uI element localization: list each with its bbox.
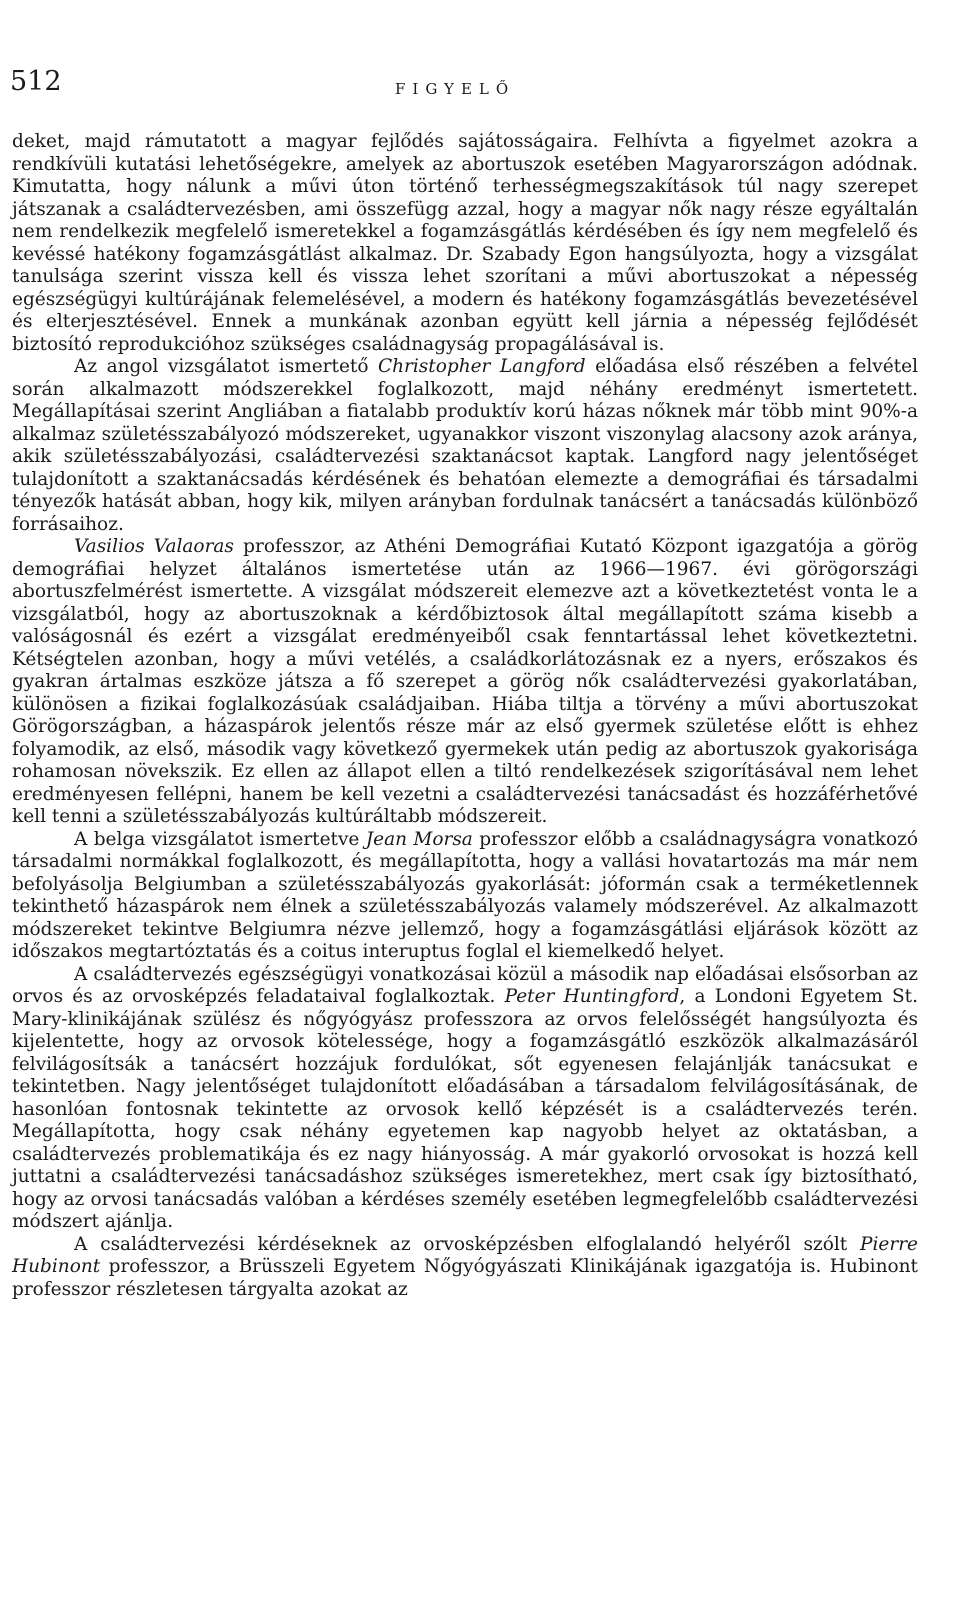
text-run: deket, majd rámutatott a magyar fejlődés sajátosságaira. Felhívta a figyelmet azokra a rendkívüli kutatási lehetőségekre, amelyek az abortuszok esetében Magyarországon adódnak. Kimutatta, hogy nálunk a művi úton történő terhességmegszakítások túl nagy szerepet játszanak a családtervezésben, ami összefügg azzal, hogy a magyar nők nagy része egyáltalán nem rendelkezik megfelelő ismeretekkel a fogamzásgátlás kérdésében és így nem megfelelő és kevéssé hatékony fogamzásgátlást alkalmaz. Dr. Szabady Egon hangsúlyozta, hogy a vizsgálat tanulsága szerint vissza kell és vissza lehet szorítani a művi abortuszokat a népesség egészségügyi kultúrájának felemelésével, a modern és hatékony fogamzásgátlás bevezetésével és elterjesztésével. Ennek a munkának azonban együtt kell járnia a népesség fejlődését biztosító reprodukcióhoz szükséges családnagyság propagálásával is. [12, 131, 918, 355]
author-name: Christopher Langford [377, 356, 586, 377]
text-run: Az angol vizsgálatot ismertető [74, 356, 378, 377]
author-name: Vasilios Valaoras [74, 536, 234, 557]
paragraph-2 [12, 356, 918, 536]
text-run: professzor, az Athéni Demográfiai Kutató Központ igazgatója a görög demográfiai helyzet általános ismertetése után az 1966—1967. évi görögországi abortuszfelmérést ismertette. A vizsgálat módszereit elemezve azt a következtetést vonta le a vizsgálatból, hogy az abortuszoknak a kérdőbiztosok által megállapított száma kisebb a valóságosnál és ezért a vizsgálat eredményeiből csak fenntartással lehet következtetni. Kétségtelen azonban, hogy a művi vetélés, a családkorlátozásnak ez a nyers, erőszakos és gyakran ártalmas eszköze játsza a fő szerepet a görög nők családtervezési gyakorlatában, különösen a fizikai foglalkozásúak családjaiban. Hiába tiltja a törvény a művi abortuszokat Görögországban, a házaspárok jelentős része már az első gyermek születése előtt is ehhez folyamodik, az első, második vagy következő gyermekek után pedig az abortuszok gyakorisága rohamosan növekszik. Ez ellen az állapot ellen a tiltó rendelkezések szigorításával nem lehet eredményesen fellépni, hanem be kell vezetni a családtervezési tanácsadást és hozzáférhetővé kell tenni a születésszabályozás kultúráltabb módszereit. [12, 536, 918, 827]
text-run: professzor előbb a családnagyságra vonatkozó társadalmi normákkal foglalkozott, és megállapította, hogy a vallási hovatartozás ma már nem befolyásolja Belgiumban a születésszabályozás gyakorlását: jóformán csak a terméketlennek tekinthető házaspárok nem élnek a születésszabályozás valamely módszerével. Az alkalmazott módszereket tekintve Belgiumra nézve jellemző, hogy a fogamzásgátlási eljárások között az időszakos megtartóztatás és a coitus interuptus foglal el kiemelkedő helyet. [12, 828, 918, 962]
running-head: FIGYELŐ [395, 80, 516, 98]
paragraph-6 [12, 1234, 918, 1302]
author-name: Pierre Hubinont [12, 1233, 918, 1277]
author-name: Peter Huntingford [504, 986, 680, 1007]
paragraph-1 [12, 131, 918, 356]
paragraph-3 [12, 536, 918, 829]
page-number: 512 [10, 66, 62, 97]
paragraph-4 [12, 829, 918, 964]
text-run: előadása első részében a felvétel során alkalmazott módszerekkel foglalkozott, majd néhány eredményt ismertetett. Megállapításai szerint Angliában a fiatalabb produktív korú házas nőknek már több mint 90%-a alkalmaz születésszabályozó módszereket, ugyanakkor viszont viszonylag alacsony azok aránya, akik születésszabályozási, családtervezési szaktanácsot kaptak. Langford nagy jelentőséget tulajdonított a szaktanácsadás kérdésének és behatóan elemezte a demográfiai és társadalmi tényezők hatását abban, hogy kik, milyen arányban fordulnak tanácsért a tanácsadás különböző forrásaihoz. [12, 356, 918, 535]
text-run: A családtervezés egészségügyi vonatkozásai közül a második nap előadásai elsősorban az orvos és az orvosképzés feladataival foglalkoztak. [12, 963, 918, 1007]
text-run: professzor, a Brüsszeli Egyetem Nőgyógyászati Klinikájának igazgatója is. Hubinont professzor részletesen tárgyalta azokat az [12, 1256, 918, 1300]
text-run: A családtervezési kérdéseknek az orvosképzésben elfoglalandó helyéről szólt [74, 1233, 861, 1255]
text-run: , a Londoni Egyetem St. Mary-klinikájának szülész és nőgyógyász professzora az orvos felelősségét hangsúlyozta és kijelentette, hogy az orvosok kötelessége, hogy a fogamzásgátló eszközök alkalmazásáról felvilágosítsák a tanácsért hozzájuk fordulókat, sőt egyenesen felajánlják tanácsukat e tekintetben. Nagy jelentőséget tulajdonított előadásában a társadalom felvilágosításának, de hasonlóan fontosnak tekintette az orvosok kellő képzését is a családtervezés terén. Megállapította, hogy csak néhány egyetemen kap nagyobb helyet az oktatásban, a családtervezés problematikája és ez nagy hiányosság. A már gyakorló orvosokat is hozzá kell juttatni a családtervezési tanácsadáshoz szükséges ismeretekhez, mert csak így biztosítható, hogy az orvosi tanácsadás valóban a kérdéses személy esetében legmegfelelőbb családtervezési módszert ajánlja. [12, 986, 918, 1232]
text-run: A belga vizsgálatot ismertetve [74, 828, 366, 850]
author-name: Jean Morsa [365, 828, 473, 850]
paragraph-5 [12, 964, 918, 1234]
article-body [12, 131, 918, 1301]
